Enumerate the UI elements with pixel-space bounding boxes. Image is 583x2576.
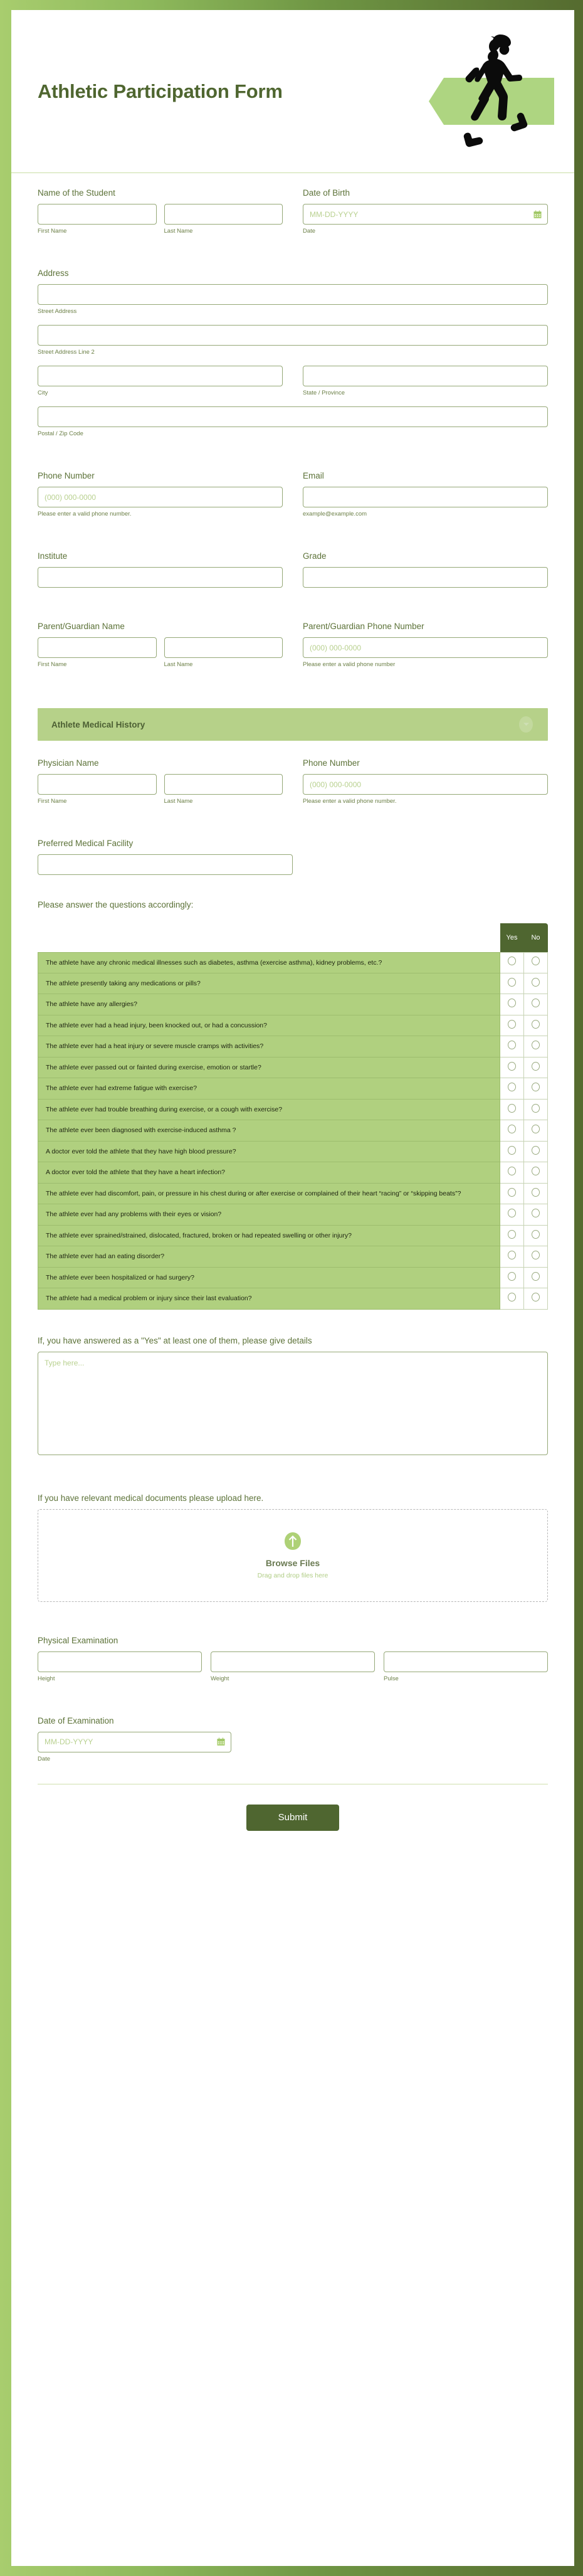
matrix-question-cell: The athlete ever had any problems with their eyes or vision? [38,1204,500,1225]
form-footer [38,1784,548,1861]
preferred-facility-input[interactable] [38,854,293,875]
radio-yes[interactable] [508,1104,516,1113]
email-input[interactable] [303,487,548,507]
radio-yes[interactable] [508,1209,516,1217]
matrix-question-cell: The athlete ever had a head injury, been knocked out, or had a concussion? [38,1015,500,1036]
radio-yes[interactable] [508,1062,516,1071]
physical-examination-group [38,1636,548,1682]
radio-yes[interactable] [508,999,516,1007]
matrix-question-cell: The athlete have any chronic medical illnesses such as diabetes, asthma (exercise asthma), kidney problems, etc.? [38,952,500,973]
guardian-first-name-input[interactable] [38,637,157,658]
matrix-radio-cell-no[interactable] [524,1288,548,1309]
email-label: Email [303,471,324,480]
form-sheet [11,10,574,2566]
table-row [38,1204,548,1225]
height-field [38,1651,202,1682]
date-of-examination-sublabel: Date [38,1755,51,1762]
table-row [38,1288,548,1309]
matrix-question-cell: The athlete ever had an eating disorder? [38,1246,500,1267]
street-address-input[interactable] [38,284,548,305]
radio-no[interactable] [532,1020,540,1029]
form-body [11,173,574,1861]
email-hint: example@example.com [303,511,367,517]
physician-phone-label: Phone Number [303,758,360,768]
date-of-birth-sublabel: Date [303,228,316,235]
radio-yes[interactable] [508,1251,516,1259]
institute-field [38,551,283,588]
matrix-question-cell: The athlete presently taking any medications or pills? [38,973,500,994]
radio-no[interactable] [532,1041,540,1049]
email-field [303,471,548,517]
table-row [38,1141,548,1162]
student-identity-row [38,188,548,235]
guardian-first-name-sublabel: First Name [38,661,67,668]
cloud-upload-icon [280,1532,305,1552]
radio-yes[interactable] [508,1146,516,1155]
matrix-radio-cell-no[interactable] [524,1246,548,1267]
physician-first-name-input[interactable] [38,774,157,795]
guardian-phone-input[interactable] [303,637,548,658]
matrix-radio-cell-yes[interactable] [500,1057,524,1078]
guardian-phone-label: Parent/Guardian Phone Number [303,622,424,631]
street-address-line2-input[interactable] [38,325,548,346]
matrix-radio-cell-no[interactable] [524,1225,548,1246]
page-title: Athletic Participation Form [38,80,283,102]
state-province-sublabel: State / Province [303,390,345,396]
matrix-radio-cell-yes[interactable] [500,1246,524,1267]
matrix-question-cell: The athlete had a medical problem or injury since their last evaluation? [38,1288,500,1309]
radio-no[interactable] [532,1083,540,1091]
table-row [38,973,548,994]
city-sublabel: City [38,390,48,396]
matrix-radio-cell-no[interactable] [524,1141,548,1162]
matrix-column-yes: Yes [500,923,524,952]
guardian-last-name-sublabel: Last Name [164,661,193,668]
matrix-question-cell: The athlete have any allergies? [38,994,500,1015]
date-of-birth-label: Date of Birth [303,188,350,198]
matrix-radio-cell-no[interactable] [524,1162,548,1183]
height-sublabel: Height [38,1675,55,1682]
matrix-radio-cell-yes[interactable] [500,1204,524,1225]
radio-yes[interactable] [508,1230,516,1239]
student-name-field [38,188,283,235]
guardian-last-name-input[interactable] [164,637,283,658]
chevron-down-icon[interactable] [519,716,533,733]
phone-number-label: Phone Number [38,471,95,480]
yes-details-label: If, you have answered as a "Yes" at least one of them, please give details [38,1335,312,1345]
matrix-question-cell: The athlete ever had discomfort, pain, or pressure in his chest during or after exercise or complained of their heart “racing” or “skipping beats”? [38,1183,500,1204]
medical-documents-upload-label: If you have relevant medical documents please upload here. [38,1493,264,1503]
matrix-radio-cell-yes[interactable] [500,1036,524,1057]
matrix-radio-cell-yes[interactable] [500,1141,524,1162]
matrix-radio-cell-yes[interactable] [500,1288,524,1309]
radio-yes[interactable] [508,1041,516,1049]
matrix-question-cell: The athlete ever been hospitalized or had surgery? [38,1267,500,1288]
table-row [38,1246,548,1267]
date-of-examination-input[interactable] [38,1732,231,1752]
preferred-facility-label: Preferred Medical Facility [38,839,134,848]
phone-number-hint: Please enter a valid phone number. [38,511,132,517]
date-of-birth-field [303,188,548,235]
city-input[interactable] [38,366,283,386]
student-first-name-input[interactable] [38,204,157,225]
matrix-question-cell: A doctor ever told the athlete that they have a heart infection? [38,1162,500,1183]
date-of-examination-label: Date of Examination [38,1715,114,1725]
matrix-radio-cell-yes[interactable] [500,1183,524,1204]
guardian-phone-field [303,622,548,668]
radio-yes[interactable] [508,1083,516,1091]
drag-drop-hint: Drag and drop files here [257,1571,328,1579]
guardian-phone-hint: Please enter a valid phone number [303,661,396,668]
table-row [38,1225,548,1246]
table-row [38,1078,548,1099]
matrix-radio-cell-yes[interactable] [500,1267,524,1288]
preferred-facility-field [38,839,548,875]
date-of-birth-input[interactable] [303,204,548,225]
physician-phone-hint: Please enter a valid phone number. [303,798,397,805]
radio-yes[interactable] [508,1293,516,1301]
pulse-field [384,1651,548,1682]
radio-yes[interactable] [508,1167,516,1175]
radio-yes[interactable] [508,978,516,987]
matrix-question-cell: The athlete ever passed out or fainted during exercise, emotion or startle? [38,1057,500,1078]
physician-name-field [38,758,283,805]
weight-sublabel: Weight [211,1675,229,1682]
street-address-line2-sublabel: Street Address Line 2 [38,349,95,356]
matrix-question-header [38,923,500,952]
radio-yes[interactable] [508,1188,516,1197]
table-row [38,1057,548,1078]
grade-field [303,551,548,588]
matrix-radio-cell-no[interactable] [524,1015,548,1036]
height-input[interactable] [38,1651,202,1672]
grade-input[interactable] [303,567,548,588]
student-name-label: Name of the Student [38,188,115,198]
matrix-radio-cell-no[interactable] [524,1183,548,1204]
student-first-name-sublabel: First Name [38,228,67,235]
physician-name-label: Physician Name [38,758,99,768]
radio-no[interactable] [532,1251,540,1259]
radio-yes[interactable] [508,1020,516,1029]
address-field-group [38,268,548,437]
radio-no[interactable] [532,957,540,965]
table-row [38,1183,548,1204]
matrix-radio-cell-yes[interactable] [500,1162,524,1183]
physician-phone-field [303,758,548,805]
table-row [38,952,548,973]
table-row [38,1099,548,1120]
radio-no[interactable] [532,1167,540,1175]
matrix-radio-cell-no[interactable] [524,973,548,994]
file-dropzone[interactable] [38,1509,548,1602]
matrix-header-row [38,923,548,952]
matrix-radio-cell-yes[interactable] [500,1015,524,1036]
radio-no[interactable] [532,999,540,1007]
table-row [38,994,548,1015]
matrix-radio-cell-no[interactable] [524,1120,548,1141]
radio-no[interactable] [532,1125,540,1133]
guardian-name-label: Parent/Guardian Name [38,622,125,631]
matrix-radio-cell-yes[interactable] [500,994,524,1015]
address-label: Address [38,268,69,278]
matrix-question-cell: The athlete ever had extreme fatigue with exercise? [38,1078,500,1099]
form-header [11,10,574,173]
weight-field [211,1651,375,1682]
matrix-question-cell: The athlete ever had a heat injury or severe muscle cramps with activities? [38,1036,500,1057]
student-last-name-sublabel: Last Name [164,228,193,235]
radio-no[interactable] [532,1104,540,1113]
physical-examination-label: Physical Examination [38,1635,118,1645]
grade-label: Grade [303,551,327,561]
matrix-radio-cell-no[interactable] [524,1099,548,1120]
matrix-radio-cell-yes[interactable] [500,1225,524,1246]
postal-code-input[interactable] [38,406,548,427]
matrix-question-cell: The athlete ever had trouble breathing during exercise, or a cough with exercise? [38,1099,500,1120]
radio-no[interactable] [532,1209,540,1217]
radio-no[interactable] [532,1146,540,1155]
radio-no[interactable] [532,1272,540,1281]
radio-no[interactable] [532,1230,540,1239]
phone-number-field [38,471,283,517]
pulse-input[interactable] [384,1651,548,1672]
yes-details-field [38,1336,548,1458]
matrix-column-no: No [524,923,548,952]
student-last-name-input[interactable] [164,204,283,225]
matrix-radio-cell-no[interactable] [524,1204,548,1225]
matrix-question-cell: A doctor ever told the athlete that they have high blood pressure? [38,1141,500,1162]
physician-last-name-input[interactable] [164,774,283,795]
guardian-row [38,622,548,668]
yes-details-textarea[interactable] [38,1352,548,1455]
matrix-radio-cell-no[interactable] [524,1078,548,1099]
guardian-name-field [38,622,283,668]
table-row [38,1015,548,1036]
contact-row [38,471,548,517]
institute-label: Institute [38,551,68,561]
weight-input[interactable] [211,1651,375,1672]
radio-yes[interactable] [508,957,516,965]
physician-phone-input[interactable] [303,774,548,795]
athlete-medical-history-section-header[interactable] [38,708,548,741]
radio-no[interactable] [532,978,540,987]
matrix-intro-label: Please answer the questions accordingly: [38,900,194,909]
table-row [38,1267,548,1288]
matrix-radio-cell-yes[interactable] [500,1120,524,1141]
radio-no[interactable] [532,1293,540,1301]
date-of-examination-field [38,1716,548,1762]
matrix-radio-cell-yes[interactable] [500,1099,524,1120]
matrix-radio-cell-yes[interactable] [500,952,524,973]
matrix-radio-cell-no[interactable] [524,1267,548,1288]
matrix-radio-cell-yes[interactable] [500,973,524,994]
table-row [38,1162,548,1183]
section-title: Athlete Medical History [51,719,145,729]
matrix-question-cell: The athlete ever sprained/strained, dislocated, fractured, broken or had repeated swelling or other injury? [38,1225,500,1246]
school-row [38,551,548,588]
matrix-question-cell: The athlete ever been diagnosed with exercise-induced asthma ? [38,1120,500,1141]
matrix-radio-cell-no[interactable] [524,1036,548,1057]
physician-last-name-sublabel: Last Name [164,798,193,805]
header-logo [416,33,554,152]
submit-button[interactable]: Submit [246,1805,339,1831]
physician-row [38,758,548,805]
medical-documents-upload-field [38,1493,548,1602]
pulse-sublabel: Pulse [384,1675,399,1682]
table-row [38,1036,548,1057]
radio-no[interactable] [532,1062,540,1071]
street-address-sublabel: Street Address [38,308,77,315]
matrix-radio-cell-no[interactable] [524,994,548,1015]
postal-code-sublabel: Postal / Zip Code [38,430,83,437]
radio-yes[interactable] [508,1125,516,1133]
running-woman-silhouette-icon [449,33,543,152]
table-row [38,1120,548,1141]
matrix-radio-cell-no[interactable] [524,1057,548,1078]
browse-files-button[interactable]: Browse Files [265,1557,320,1568]
matrix-radio-cell-yes[interactable] [500,1078,524,1099]
radio-no[interactable] [532,1188,540,1197]
phone-number-input[interactable] [38,487,283,507]
medical-questions-matrix [38,923,548,1310]
institute-input[interactable] [38,567,283,588]
state-province-input[interactable] [303,366,548,386]
physician-first-name-sublabel: First Name [38,798,67,805]
radio-yes[interactable] [508,1272,516,1281]
matrix-radio-cell-no[interactable] [524,952,548,973]
